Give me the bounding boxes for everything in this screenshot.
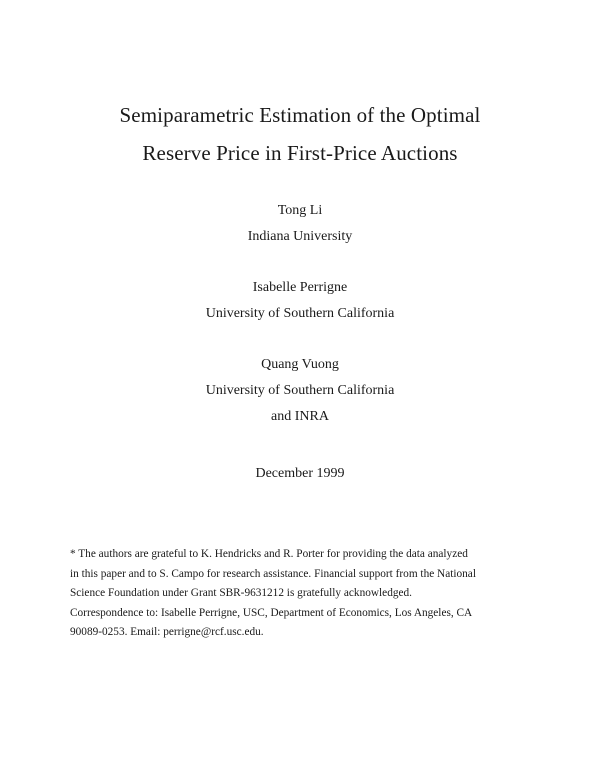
- author-name: Isabelle Perrigne: [252, 280, 348, 295]
- footnote-line: 90089-0253. Email: perrigne@rcf.usc.edu.: [70, 626, 264, 638]
- footnote-line: in this paper and to S. Campo for research assistance. Financial support from the National: [70, 567, 476, 580]
- acknowledgment-footnote: [70, 545, 530, 643]
- author-name: Quang Vuong: [261, 357, 339, 372]
- author-affiliation: University of Southern California: [205, 306, 395, 321]
- footnote-line: Science Foundation under Grant SBR-9631212 is gratefully acknowledged.: [70, 587, 412, 599]
- footnote-line: Correspondence to: Isabelle Perrigne, USC, Department of Economics, Los Angeles, CA: [70, 606, 473, 619]
- paper-title: [0, 96, 600, 172]
- footnote-line: * The authors are grateful to K. Hendricks and R. Porter for providing the data analyzed: [70, 548, 468, 560]
- author-block-3: [0, 352, 600, 430]
- paper-title-line-1: Semiparametric Estimation of the Optimal: [119, 103, 481, 127]
- author-block-1: [0, 198, 600, 250]
- author-name: Tong Li: [277, 203, 323, 218]
- date-text: December 1999: [255, 466, 345, 481]
- author-block-2: [0, 275, 600, 327]
- author-affiliation-secondary: and INRA: [271, 409, 329, 424]
- author-affiliation: Indiana University: [247, 229, 353, 244]
- author-affiliation: University of Southern California: [205, 383, 395, 398]
- paper-date: [0, 461, 600, 487]
- paper-title-line-2: Reserve Price in First-Price Auctions: [142, 141, 458, 165]
